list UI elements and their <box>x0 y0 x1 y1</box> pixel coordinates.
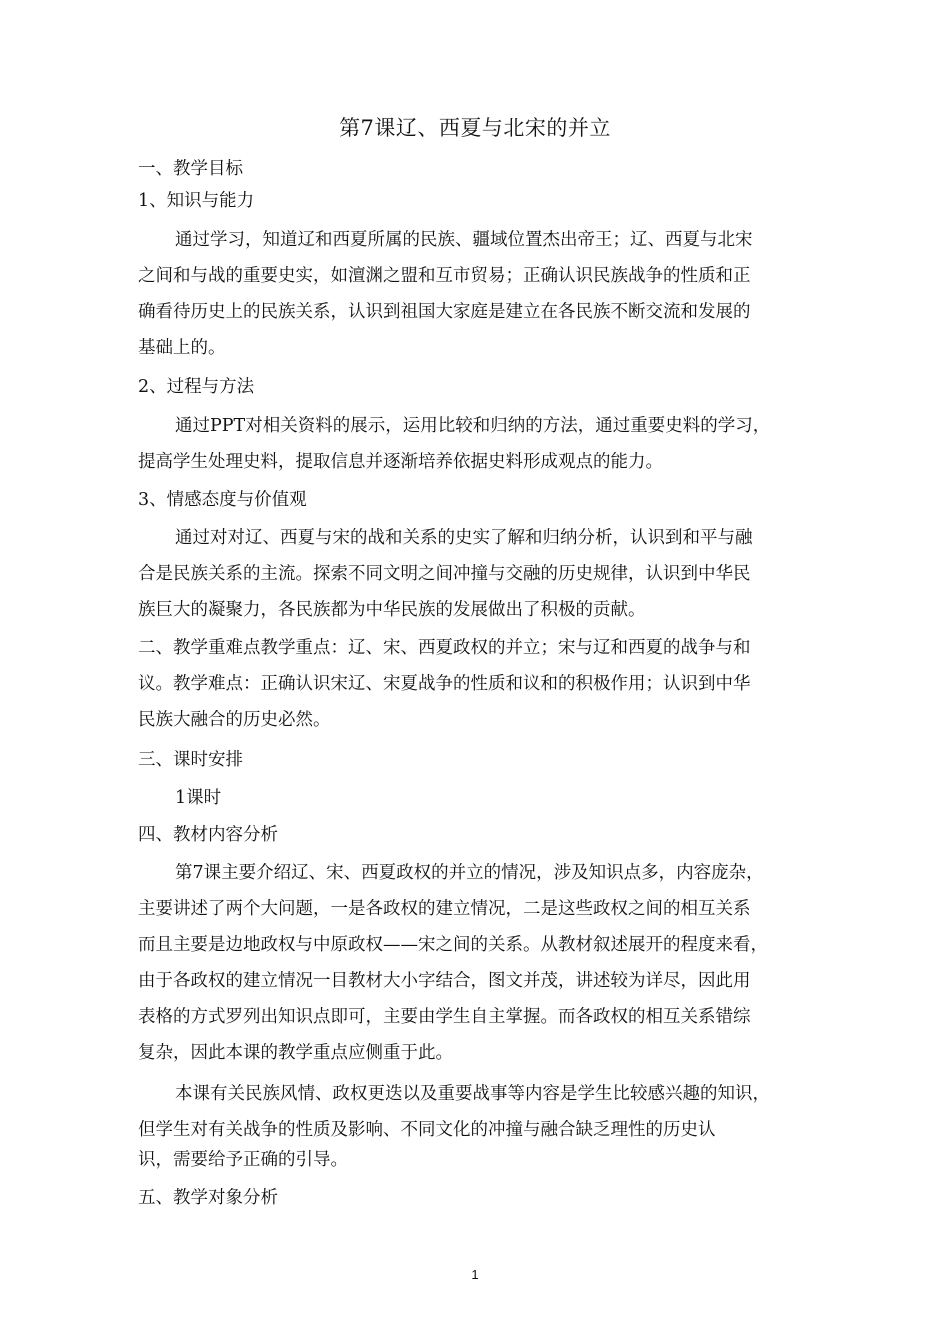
paragraph-line: 第7课主要介绍辽、宋、西夏政权的并立的情况，涉及知识点多，内容庞杂， <box>175 863 764 883</box>
paragraph-line: 由于各政权的建立情况一目教材大小字结合，图文并茂，讲述较为详尽，因此用 <box>138 971 751 991</box>
page-number: 1 <box>471 1267 479 1282</box>
paragraph-line: 基础上的。 <box>138 338 226 358</box>
paragraph-line: 本课有关民族风情、政权更迭以及重要战事等内容是学生比较感兴趣的知识， <box>175 1084 770 1104</box>
paragraph-line: 确看待历史上的民族关系，认识到祖国大家庭是建立在各民族不断交流和发展的 <box>138 302 751 322</box>
subheading-knowledge-ability: 1、知识与能力 <box>138 191 255 211</box>
paragraph-line: 通过PPT对相关资料的展示，运用比较和归纳的方法，通过重要史料的学习， <box>175 416 771 436</box>
paragraph-line: 通过对对辽、西夏与宋的战和关系的史实了解和归纳分析，认识到和平与融 <box>175 528 753 548</box>
section-heading-content-analysis: 四、教材内容分析 <box>138 825 278 845</box>
paragraph-line: 而且主要是边地政权与中原政权——宋之间的关系。从教材叙述展开的程度来看， <box>138 935 768 955</box>
subheading-emotion-values: 3、情感态度与价值观 <box>138 490 307 510</box>
paragraph-line: 通过学习，知道辽和西夏所属的民族、疆域位置杰出帝王；辽、西夏与北宋 <box>175 230 753 250</box>
paragraph-line: 合是民族关系的主流。探索不同文明之间冲撞与交融的历史规律，认识到中华民 <box>138 564 751 584</box>
paragraph-line: 提高学生处理史料，提取信息并逐渐培养依据史料形成观点的能力。 <box>138 452 663 472</box>
section-heading-student-analysis: 五、教学对象分析 <box>138 1188 278 1208</box>
document-title: 第7课辽、西夏与北宋的并立 <box>339 116 611 140</box>
paragraph-line: 识，需要给予正确的引导。 <box>138 1150 348 1170</box>
section-heading-schedule: 三、课时安排 <box>138 750 243 770</box>
paragraph-line: 复杂，因此本课的教学重点应侧重于此。 <box>138 1043 453 1063</box>
paragraph-line: 表格的方式罗列出知识点即可，主要由学生自主掌握。而各政权的相互关系错综 <box>138 1007 751 1027</box>
section-heading-objectives: 一、教学目标 <box>138 159 243 179</box>
paragraph-line: 议。教学难点：正确认识宋辽、宋夏战争的性质和议和的积极作用；认识到中华 <box>138 674 751 694</box>
paragraph-line: 族巨大的凝聚力，各民族都为中华民族的发展做出了积极的贡献。 <box>138 600 646 620</box>
subheading-process-method: 2、过程与方法 <box>138 377 255 397</box>
section-heading-key-points: 二、教学重难点教学重点：辽、宋、西夏政权的并立；宋与辽和西夏的战争与和 <box>138 638 751 658</box>
paragraph-line: 主要讲述了两个大问题，一是各政权的建立情况，二是这些政权之间的相互关系 <box>138 899 751 919</box>
paragraph-line: 之间和与战的重要史实，如澶渊之盟和互市贸易；正确认识民族战争的性质和正 <box>138 266 751 286</box>
paragraph-line: 但学生对有关战争的性质及影响、不同文化的冲撞与融合缺乏理性的历史认 <box>138 1120 716 1140</box>
paragraph-line: 民族大融合的历史必然。 <box>138 710 331 730</box>
paragraph-line: 1课时 <box>175 788 222 808</box>
